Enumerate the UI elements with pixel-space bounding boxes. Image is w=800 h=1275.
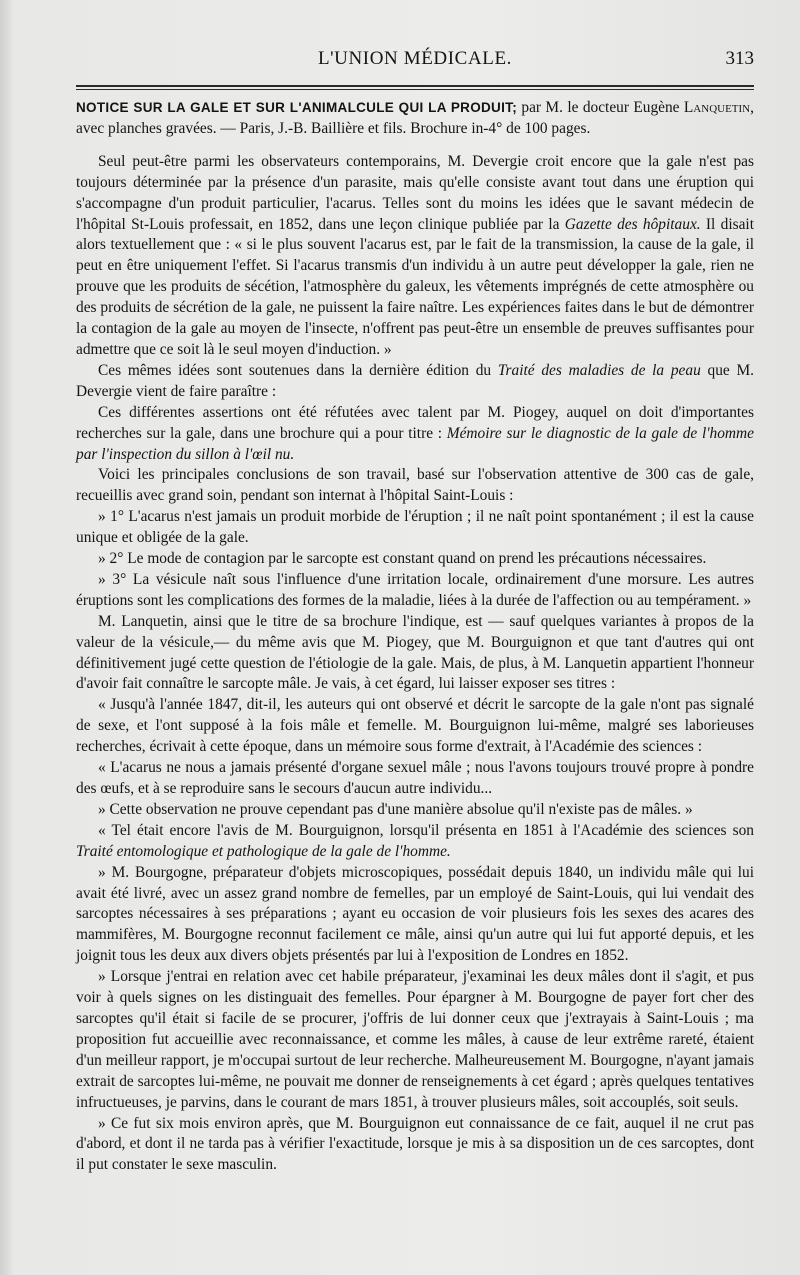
paragraph — [76, 821, 754, 863]
page-number: 313 — [725, 48, 754, 69]
paragraph-text: » 2° Le mode de contagion par le sarcopte est constant quand on prend les précautions nécessaires. — [98, 550, 707, 568]
paragraph — [76, 758, 754, 800]
paragraphs — [76, 152, 754, 1176]
paragraph — [76, 612, 754, 696]
paragraph-text: » 3° La vésicule naît sous l'influence d'une irritation locale, ordinairement d'une morsure. Les autres éruptions sont les complications des formes de la maladie, liées à la durée de l'affection ou au tempérament. » — [76, 570, 754, 609]
paragraph-text: » Cette observation ne prouve cependant pas d'une manière absolue qu'il n'existe pas de mâles. » — [98, 800, 693, 818]
paragraph-text: « Jusqu'à l'année 1847, dit-il, les auteurs qui ont observé et décrit le sarcopte de la gale n'ont pas signalé de sexe, et l'ont supposé à la fois mâle et femelle. M. Bourguignon lui-même, malgré ses laborieuses recherches, écrivait à cette époque, dans un mémoire sous forme d'extrait, à l'Académie des sciences : — [76, 696, 754, 756]
italic-title: Traité des maladies de la peau — [497, 361, 701, 379]
notice-publication: , avec planches gravées. — Paris, J.-B. Baillière et fils. Brochure in-4° de 100 pages. — [76, 99, 754, 137]
paragraph — [76, 967, 754, 1113]
page-header — [76, 48, 754, 78]
paragraph — [76, 549, 754, 570]
paragraph — [76, 465, 754, 507]
paragraph-text: Ces différentes assertions ont été réfutées avec talent par M. Piogey, auquel on doit d'importantes recherches sur la gale, dans une brochure qui a pour titre : — [76, 403, 754, 442]
notice-heading — [76, 98, 754, 140]
header-rule — [76, 85, 754, 87]
paragraph — [76, 863, 754, 968]
running-title: L'UNION MÉDICALE. — [317, 48, 513, 69]
paragraph — [76, 361, 754, 403]
notice-title: NOTICE SUR LA GALE ET SUR L'ANIMALCULE QUI LA PRODUIT; — [76, 100, 517, 115]
header-rule-thin — [76, 89, 754, 90]
paragraph-text: Voici les principales conclusions de son travail, basé sur l'observation attentive de 300 cas de gale, recueillis avec grand soin, pendant son internat à l'hôpital Saint-Louis : — [76, 466, 754, 505]
paragraph — [76, 507, 754, 549]
paragraph — [76, 570, 754, 612]
italic-title: Mémoire sur le diagnostic de la gale de l'homme par l'inspection du sillon à l'œil nu. — [76, 424, 754, 463]
paragraph-text: » Lorsque j'entrai en relation avec cet habile préparateur, j'examinai les deux mâles dont il s'agit, et pus voir à quels signes on les distinguait des femelles. Pour épargner à M. Bourgogne de payer fort cher des sarcoptes qu'il était si facile de se procurer, j'offris de lui donner ceux que j'extrayais à Saint-Louis ; ma proposition fut accueillie avec reconnaissance, et comme les mâles, à cause de leur extrême rareté, étaient d'un meilleur rapport, je m'occupai surtout de leur recherche. Malheureusement M. Bourgogne, n'ayant jamais extrait de sarcoptes lui-même, ne pouvait me donner de renseignements à cet égard ; après quelques tentatives infructueuses, je parvins, dans le courant de mars 1851, à trouver plusieurs mâles, soit accouplés, soit seuls. — [76, 968, 754, 1111]
paragraph-text: M. Lanquetin, ainsi que le titre de sa brochure l'indique, est — sauf quelques variantes à propos de la valeur de la vésicule,— du même avis que M. Piogey, que M. Bourguignon et que tant d'autres qui ont définitivement jugé cette question de l'étiologie de la gale. Mais, de plus, à M. Lanquetin appartient l'honneur d'avoir fait connaître le sarcopte mâle. Je vais, à cet égard, lui laisser exposer ses titres : — [76, 612, 754, 693]
paragraph — [76, 152, 754, 361]
paragraph-text: Ces mêmes idées sont soutenues dans la dernière édition du — [98, 361, 498, 379]
paragraph — [76, 403, 754, 466]
paragraph — [76, 800, 754, 821]
paragraph-text: « Tel était encore l'avis de M. Bourguignon, lorsqu'il présenta en 1851 à l'Académie des sciences son — [98, 821, 754, 839]
italic-title: Traité entomologique et pathologique de la gale de l'homme. — [76, 842, 451, 860]
paragraph-text: » Ce fut six mois environ après, que M. Bourguignon eut connaissance de ce fait, auquel il ne crut pas d'abord, et dont il ne tarda pas à vérifier l'exactitude, lorsque je mis à sa disposition un de ces sarcoptes, dont il put constater le sexe masculin. — [76, 1114, 754, 1174]
notice-by: par M. le docteur Eugène — [517, 99, 684, 116]
paragraph-text: « L'acarus ne nous a jamais présenté d'organe sexuel mâle ; nous l'avons toujours trouvé propre à pondre des œufs, et à se reproduire sans le secours d'aucun autre individu... — [76, 759, 754, 797]
paragraph-text: Seul peut-être parmi les observateurs contemporains, M. Devergie croit encore que la gale n'est pas toujours déterminée par la présence d'un parasite, mais qu'elle consiste avant tout dans une éruption qui s'accompagne d'un produit particulier, l'acarus. Telles sont du moins les idées que le savant médecin de l'hôpital St-Louis professait, en 1852, dans une leçon clinique publiée par la — [76, 152, 754, 233]
article-body — [76, 98, 754, 1176]
paragraph-text: » 1° L'acarus n'est jamais un produit morbide de l'éruption ; il ne naît point spontanément ; il est la cause unique et obligée de la gale. — [76, 508, 754, 547]
italic-title: Gazette des hôpitaux. — [564, 215, 701, 233]
paragraph-text: que M. Devergie vient de faire paraître : — [76, 361, 754, 400]
paragraph-text: » M. Bourgogne, préparateur d'objets microscopiques, possédait depuis 1840, un individu mâle qui lui avait été livré, avec un assez grand nombre de femelles, par un employé de Saint-Louis, qui lui vendait des sarcoptes nécessaires à ses préparations ; ayant eu occasion de voir plusieurs fois les sexes des acares des mammifères, M. Bourgogne reconnut facilement ce mâle, ainsi qu'un autre qui lui fut apporté depuis, et les joignit tous les deux aux divers objets présentés par lui à l'exposition de Londres en 1852. — [76, 863, 754, 965]
notice-author: Lanquetin — [683, 99, 751, 116]
paragraph-text: Il disait alors textuellement que : « si le plus souvent l'acarus est, par le fait de la transmission, la cause de la gale, il peut en être uniquement l'effet. Si l'acarus transmis d'un individu à un autre peut développer la gale, rien ne prouve que les produits de sécétion, l'atmosphère du galeux, les vêtements imprégnés de cette atmosphère ou des produits de sécrétion de la gale, ne puissent la faire naître. Les expériences faites dans le but de démontrer la contagion de la gale au moyen de l'insecte, n'offrent pas peut-être un ensemble de preuves suffisantes pour admettre que ce soit là le seul moyen d'induction. » — [76, 215, 754, 358]
paragraph — [76, 1114, 754, 1177]
paragraph — [76, 695, 754, 758]
